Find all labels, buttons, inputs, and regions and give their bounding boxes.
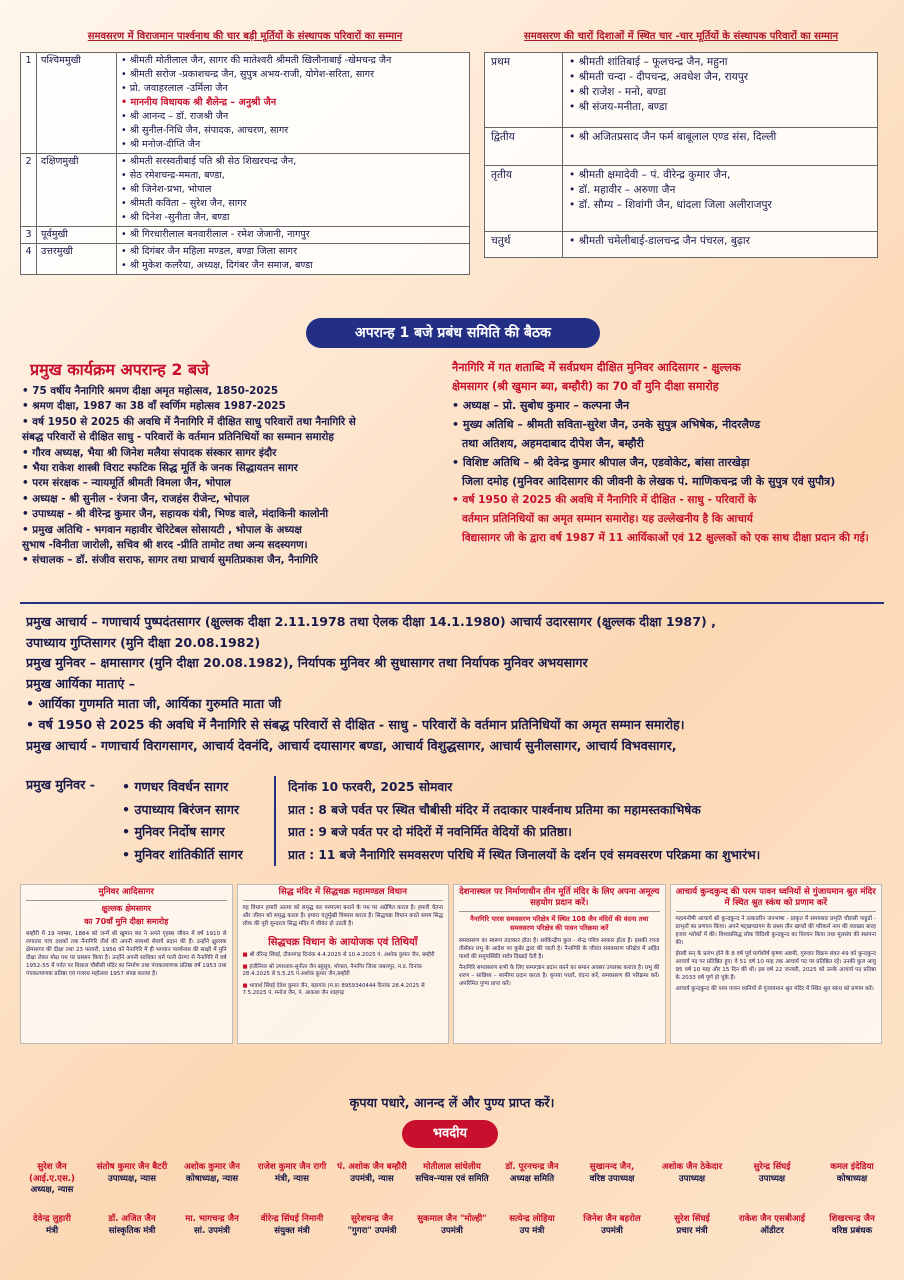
list-item: सुभाष -विनीता जारोली, सचिव श्री शरद -प्रीति तामोट तथा अन्य सदस्यगण। xyxy=(22,539,308,552)
box-text: बम्हौरी में 19 नवम्बर, 1884 को जन्में श्री खुमान ब्या ने अपने गृहस्थ जीवन में वर्ष 1910 से लगातार पांच दशकों तक नैनागिरि तीर्थ की अपनी सामर्थ्य सेवायें प्रदान की हैं। उन्होंने क्षुल्लक क्षेमसागर की दीक्षा तथा 23 फरवरी, 1956 को नैनागिरि में ही भगवान पार्श्वनाथ की साक्षी में मुनि दीक्षा लेकर मोक्ष पथ पर प्रस्थान किया है। उन्होंने अपनी साधिका धर्म पत्नी प्रेरणा से नैनागिरि में वर्ष 1952-55 में पर्वत पर विशाल चौबीसी मंदिर का निर्माण तथा पंचकल्याणक प्रतिष्ठा वर्ष 1953 तथा पंचकल्याणक प्रतिष्ठा एवं गजरथ महोत्सव 1957 संपन्न कराया है। xyxy=(26,931,227,977)
signatory-name: जिनेश जैन बहरोल xyxy=(583,1214,641,1224)
list-item: • श्री दिगंबर जैन महिला मण्डल, बण्डा जिला सागर xyxy=(121,245,465,259)
signatory-role: ऑडीटर xyxy=(760,1225,784,1236)
signatory xyxy=(14,1162,90,1197)
signatory-role: मंत्री xyxy=(45,1225,59,1236)
adisagar-program xyxy=(452,358,892,548)
direction-cell: पश्चिममुखी xyxy=(37,53,117,154)
signatory xyxy=(174,1162,250,1197)
box-subtitle: क्षुल्लक क्षेमसागर xyxy=(101,904,151,913)
signatory-role: उपाध्यक्ष, न्यास xyxy=(107,1173,156,1184)
list-item: ■ श्री वीरेन्द्र सिंघई, टीकमगढ़ दिनांक 4.4.2025 से 10.4.2025 पं. अशोक कुमार जैन, बम्हौरी xyxy=(243,952,444,960)
signatory-role: वरिष्ठ उपाध्यक्ष xyxy=(589,1173,635,1184)
signatory xyxy=(334,1162,410,1197)
direction-cell: तृतीय xyxy=(485,166,563,232)
signatory-role: उपाध्यक्ष xyxy=(678,1173,706,1184)
section-divider xyxy=(20,602,884,604)
signatory-role: उपाध्यक्ष xyxy=(758,1173,786,1184)
signatory-name: सुकमाल जैन "मोल्ही" xyxy=(417,1214,487,1224)
list-item: • श्रीमती चन्दा - दीपचन्द्र, अवधेश जैन, रायपुर xyxy=(569,70,871,85)
direction-cell: चतुर्थ xyxy=(485,232,563,258)
signatory-role: कोषाध्यक्ष, न्यास xyxy=(185,1173,239,1184)
names-cell xyxy=(117,53,470,154)
welcome-text: कृपया पधारे, आनन्द लें और पुण्य प्राप्त करें। xyxy=(349,1095,555,1110)
signatory-role: संयुक्त मंत्री xyxy=(274,1225,310,1236)
signatories-row-1 xyxy=(14,1162,890,1197)
list-item: ■ इंजीनियर श्री उपाध्याय-सुनीता जैन बहुसूत्र, भोपाल, नैनागिर जिला जबलपुर, म.प्र. दिनांक 28.4.2025 से 5.5.25 पं.अशोक कुमार जैन,बम्हौरी xyxy=(243,964,444,979)
signatory xyxy=(174,1214,250,1237)
box-subtitle: नैनागिरि पारस समवसरण परिक्षेत्र में स्थित 108 जैन मंदिरों की वंदना तथा समवसरण परिक्षेत्र की पावन परिक्रमा करें xyxy=(470,915,649,932)
list-item: • श्री जिनेश-प्रभा, भोपाल xyxy=(121,183,465,197)
signatory-role: उप मंत्री xyxy=(519,1225,545,1236)
signatory-name: राकेश जैन एसबीआई xyxy=(738,1214,805,1224)
list-item: • डॉ. महावीर – अरुणा जैन xyxy=(569,183,871,198)
box-text: ईसवी सन् के प्रारंभ होने के 8 वर्ष पूर्व मार्गशीर्ष कृष्णा अष्टमी, गुरुवार विक्रम संवत 49 को कुन्दकुन्द आचार्य पद पर प्रतिष्ठित हुए। वे 51 वर्ष 10 माह तक आचार्य पद पर प्रतिष्ठित रहे। उनकी कुल आयु 95 वर्ष 10 माह और 15 दिन की थी। इस वर्ष 22 जनवरी, 2025 को उनके आचार्य पद प्रतिष्ठा के 2033 वर्ष पूर्ण हो चुके हैं। xyxy=(675,951,876,981)
list-item: • श्रीमती शांतिबाई – फूलचन्द्र जैन, महुना xyxy=(569,55,871,70)
signatory-role: कोषाध्यक्ष xyxy=(836,1173,868,1184)
signatory xyxy=(254,1214,330,1237)
list-item: • श्री दिनेश -सुनीता जैन, बण्डा xyxy=(121,211,465,225)
box-title: आचार्य कुन्दकुन्द की परम पावन ध्वनियों से गुंजायमान श्रुत मंदिर में स्थित श्रुत स्कंध को प्रणाम करें xyxy=(676,887,877,912)
names-cell xyxy=(563,128,878,166)
signatory-name: मा. भागचन्द्र जैन xyxy=(185,1214,239,1224)
munivar-line: प्रमुख मुनिवर – क्षमासागर (मुनि दीक्षा 20.08.1982), निर्यापक मुनिवर श्री सुधासागर तथा निर्यापक मुनिवर अभयसागर xyxy=(26,655,588,671)
names-cell xyxy=(117,227,470,244)
names-cell xyxy=(563,166,878,232)
names-cell xyxy=(117,244,470,275)
special-guest-line-2: जिला दमोह (मुनिवर आदिसागर की जीवनी के लेखक पं. माणिकचन्द्र जी के सुपुत्र एवं सुपौत्र) xyxy=(462,475,836,488)
acharya-section xyxy=(26,612,886,756)
list-item: • श्रीमती कविता – सुरेश जैन, सागर xyxy=(121,197,465,211)
signatory xyxy=(334,1214,410,1237)
list-item: • श्रीमती क्षमादेवी – पं. वीरेन्द्र कुमार जैन, xyxy=(569,168,871,183)
signatory xyxy=(814,1214,890,1237)
box-title: देशनास्थल पर निर्माणाधीन तीन मूर्ति मंदिर के लिए अपना अमूल्य सहयोग प्रदान करें। xyxy=(459,887,660,912)
table-row xyxy=(485,53,878,128)
chief-guest-line-2: तथा अतिशय, अहमदाबाद दीपेश जैन, बम्हौरी xyxy=(462,437,644,450)
vertical-divider xyxy=(274,776,276,866)
list-item: • प्रो. जवाहरलाल -उर्मिला जैन xyxy=(121,82,465,96)
adisagar-box xyxy=(20,884,233,1044)
signatory-name: संतोष कुमार जैन बैटरी xyxy=(96,1162,168,1172)
direction-cell: दक्षिणमुखी xyxy=(37,154,117,227)
signatory-name: राजेश कुमार जैन रागी xyxy=(257,1162,327,1172)
signatory xyxy=(94,1214,170,1237)
adisagar-heading-2: क्षेमसागर (श्री खुमान ब्या, बम्हौरी) का 70 वाँ मुनि दीक्षा समारोह xyxy=(452,380,719,393)
murti-families-left xyxy=(20,30,470,275)
main-program xyxy=(22,358,452,569)
signatory xyxy=(574,1162,650,1197)
list-item: • परम संरक्षक – न्यायमूर्ति श्रीमती विमला जैन, भोपाल xyxy=(22,476,452,491)
pramukh-acharya-line: प्रमुख आचार्य - गणाचार्य विरागसागर, आचार्य देवनंदि, आचार्य दयासागर बण्डा, आचार्य विशुद्धसागर, आचार्य सुनीलसागर, आचार्य विभवसागर, xyxy=(26,737,677,753)
munivar-label: प्रमुख मुनिवर - xyxy=(26,777,95,792)
row-number: 2 xyxy=(21,154,37,227)
list-item: • 75 वर्षीय नैनागिरि श्रमण दीक्षा अमृत महोत्सव, 1850-2025 xyxy=(22,384,452,399)
list-item: • भैया राकेश शास्त्री विराट स्फटिक सिद्ध मूर्ति के जनक सिद्धायतन सागर xyxy=(22,461,452,476)
aryika-line: • आर्यिका गुणमति माता जी, आर्यिका गुरुमति माता जी xyxy=(26,694,886,715)
table-row xyxy=(21,244,470,275)
list-item: संबद्ध परिवारों से दीक्षित साधु - परिवारों के वर्तमान प्रतिनिधियों का सम्मान समारोह xyxy=(22,431,334,444)
signatory xyxy=(14,1214,90,1237)
president-line: • अध्यक्ष – प्रो. सुबोध कुमार – कल्पना जैन xyxy=(452,396,892,415)
list-item: • गौरव अध्यक्ष, भैया श्री जिनेश मलैया संपादक संस्कार सागर इंदौर xyxy=(22,446,452,461)
list-item: • वर्ष 1950 से 2025 की अवधि में नैनागिरि में दीक्षित साधु परिवारों तथा नैनागिरि से xyxy=(22,415,452,430)
signatory xyxy=(494,1162,570,1197)
list-item: • गणधर विवर्धन सागर xyxy=(122,776,243,799)
sadhu-samman-line-3: विद्यासागर जी के द्वारा वर्ष 1987 में 11 आर्यिकाओं एवं 12 क्षुल्लकों को एक साथ दीक्षा प्रदान की गई। xyxy=(462,532,869,544)
signatory xyxy=(414,1162,490,1197)
box-title: मुनिवर आदिसागर xyxy=(26,887,227,901)
signatory-name: मोतीलाल सांधेलीय xyxy=(423,1162,481,1172)
signatory-role: सां. उपमंत्री xyxy=(194,1225,230,1236)
schedule-item: प्रात : 8 बजे पर्वत पर स्थित चौबीसी मंदिर में तदाकार पार्श्वनाथ प्रतिमा का महामस्तकाभिषेक xyxy=(288,802,701,817)
box-text: नैनागिरि समवसरण सभी के लिए सम्यग्ज्ञान प्रदान करने का समान अवसर उपलब्ध कराता है। प्रभु की शरण – सान्निध्य – सामीप्य प्रदान करता है। कृपया पधारें, वंदना करें, समवसरण की परिक्रमा करें। अपरिमित पुण्य प्राप्त करें। xyxy=(459,965,660,987)
signatory-role: उपमंत्री xyxy=(601,1225,623,1236)
committee-meeting-banner: अपरान्ह 1 बजे प्रबंध समिति की बैठक xyxy=(306,318,600,348)
sadhu-samman-line-2: वर्तमान प्रतिनिधियों का अमृत सम्मान समारोह। यह उल्लेखनीय है कि आचार्य xyxy=(462,513,753,525)
signatory xyxy=(494,1214,570,1237)
signatory-name: पं. अशोक जैन बम्हौरी xyxy=(337,1162,407,1172)
list-item: • मुनिवर निर्दोष सागर xyxy=(122,821,243,844)
schedule-date: दिनांक 10 फरवरी, 2025 सोमवार xyxy=(288,780,453,794)
list-item: • माननीय विधायक श्री शैलेन्द्र – अनुश्री जैन xyxy=(121,96,465,110)
program-title: प्रमुख कार्यक्रम अपरान्ह 2 बजे xyxy=(30,360,210,379)
signatory-role: सचिव-न्यास एवं समिति xyxy=(415,1173,489,1184)
signatory-role: मंत्री, न्यास xyxy=(275,1173,309,1184)
table-row xyxy=(485,128,878,166)
row-number: 1 xyxy=(21,53,37,154)
table-row xyxy=(21,154,470,227)
bhavdiy-badge: भवदीय xyxy=(402,1120,498,1148)
box-title: सिद्ध मंदिर में सिद्धचक्र महामण्डल विधान xyxy=(243,887,444,901)
signatories-row-2 xyxy=(14,1214,890,1237)
list-item: • संचालक – डॉ. संजीव सराफ, सागर तथा प्राचार्य सुमतिप्रकाश जैन, नैनागिरि xyxy=(22,553,452,568)
signatory-name: सुरेशचन्द्र जैन xyxy=(351,1214,393,1224)
upadhyay-line: उपाध्याय गुप्तिसागर (मुनि दीक्षा 20.08.1982) xyxy=(26,634,261,650)
signatory-name: सत्येन्द्र लोहिया xyxy=(509,1214,555,1224)
box-text: यह विधान हमारी आत्मा को समृद्ध कर परमात्मा बनाने के पथ पर अग्रेषित करता है। हमारी चेतना और जीवन को समृद्ध करता है। हमारा चतुर्मुखी विकास करता है। सिद्धचक्र विधान करते समय सिद्ध लोक की पूरी सुन्दरता सिद्ध मंदिर में जीवंत हो उठती है। xyxy=(242,905,443,927)
signatory xyxy=(574,1214,650,1237)
signatory xyxy=(814,1162,890,1197)
list-item: • उपाध्यक्ष - श्री वीरेन्द्र कुमार जैन, सहायक यंत्री, भिण्ड वाले, मंदाकिनी कालोनी xyxy=(22,507,452,522)
list-item: • श्री संजय-मनीता, बण्डा xyxy=(569,100,871,115)
sadhu-samman-line: • वर्ष 1950 से 2025 की अवधि में नैनागिरि में दीक्षित - साधु - परिवारों के xyxy=(452,491,892,510)
table-row xyxy=(485,166,878,232)
kundkund-box xyxy=(670,884,883,1044)
names-cell xyxy=(117,154,470,227)
left-table-heading: समवसरण में विराजमान पार्श्वनाथ की चार बड़ी मूर्तियों के संस्थापक परिवारों का सम्मान xyxy=(87,31,403,42)
signatory-name: सुरेश जैन (आई.ए.एस.) xyxy=(29,1162,75,1184)
box-text: समवसरण का स्वरूप तदाकार होता है। सर्वकेन्द्रीय कुल - शेन्द्र पवित्र साकार होता है। इसकी रचना तीर्थंकर प्रभु के आदेश पर कुबेर द्वारा की जाती है। नैनागिरि के जीवंत समवसरण परिक्षेत्र में अहिंत पार्श्व की समुपस्थिति सर्वत्र दिखाई देती है। xyxy=(459,938,660,960)
list-item: ■ भावार्थ सिंघई देवेश कुमार जैन, बड़ागांव (म.प्र) 8959340444 दिनांक 28.4.2025 से 7.5.2025 पं. मनोज जैन, पं. आकाश जैन शाहगढ़ xyxy=(243,983,444,998)
list-item: • श्री गिरधारीलाल बनवारीलाल - रमेश जेजानी, नागपुर xyxy=(121,228,465,242)
signatory xyxy=(734,1214,810,1237)
list-item: • श्रीमती सरोज -प्रकाशचन्द्र जैन, सुपुत्र अभय-राजी, योगेश-सरिता, सागर xyxy=(121,68,465,82)
list-item: • श्रीमती चमेलीबाई-डालचन्द्र जैन पंचरल, बुढ़ार xyxy=(569,234,871,249)
special-guest-line: • विशिष्ट अतिथि – श्री देवेन्द्र कुमार श्रीपाल जैन, एडवोकेट, बांसा तारखेड़ा xyxy=(452,453,892,472)
signatory-name: सुरेन्द्र सिंघई xyxy=(753,1162,791,1172)
list-item: • श्रीमती मोतीलाल जैन, सागर की मातेश्वरी श्रीमती खिलौनाबाई -खेमचन्द्र जैन xyxy=(121,54,465,68)
signatory-role: उपमंत्री, न्यास xyxy=(350,1173,394,1184)
list-item: • उपाध्याय बिरंजन सागर xyxy=(122,799,243,822)
signatory-role: उपमंत्री xyxy=(441,1225,463,1236)
names-cell xyxy=(563,53,878,128)
signatory xyxy=(414,1214,490,1237)
table-row xyxy=(21,53,470,154)
signatory xyxy=(654,1214,730,1237)
signatory-name: डॉ. अजित जैन xyxy=(108,1214,156,1224)
list-item: • अध्यक्ष - श्री सुनील - रंजना जैन, राजहंस रीजेन्ट, भोपाल xyxy=(22,492,452,507)
aryika-heading: प्रमुख आर्यिका माताएं – xyxy=(26,675,136,691)
signatory xyxy=(654,1162,730,1197)
names-cell xyxy=(563,232,878,258)
box-text: आचार्य कुन्दकुन्द की परम पावन ध्वनियों से गुंजायमान श्रुत मंदिर में स्थित श्रुत स्कंध को प्रणाम करें। xyxy=(675,986,874,992)
box-text: महामनीषी आचार्य श्री कुन्दकुन्द ने तत्कालीन जनभाषा - प्राकृत में समयसार प्रभृति चौरासी पाहुडों - प्राभृतों का प्रणयन किया। अपने षट्खण्डागम के प्रथम तीन खण्डों की परिकर्म नाम की व्याख्या बारह हजार श्लोकों में की। विश्वप्रसिद्ध लोक विदिशी कुन्दकुन्द का विरचन किया तथा मूलसंघ की स्थापना की। xyxy=(675,916,876,946)
signatory-role: सांस्कृतिक मंत्री xyxy=(108,1225,156,1236)
list-item: • श्रीमती सरस्वतीबाई पति श्री सेठ शिखरचन्द्र जैन, xyxy=(121,155,465,169)
list-item: • श्री सुनील-निधि जैन, संपादक, आचरण, सागर xyxy=(121,124,465,138)
schedule xyxy=(288,776,888,866)
right-families-table xyxy=(484,52,878,258)
direction-cell: द्वितीय xyxy=(485,128,563,166)
list-item: • श्री मुकेश कलरैया, अध्यक्ष, दिगंबर जैन समाज, बण्डा xyxy=(121,259,465,273)
list-item: • प्रमुख अतिथि - भगवान महावीर चेरिटेबल सोसायटी , भोपाल के अध्यक्ष xyxy=(22,523,452,538)
acharya-line: प्रमुख आचार्य – गणाचार्य पुष्पदंतसागर (क्षुल्लक दीक्षा 2.11.1978 तथा ऐलक दीक्षा 14.1.1980) आचार्य उदारसागर (क्षुल्लक दीक्षा 1987) , xyxy=(26,614,716,629)
signatory-role: अध्यक्ष, न्यास xyxy=(30,1185,74,1195)
signatory-role: वरिष्ठ प्रबंधक xyxy=(831,1225,873,1236)
direction-cell: प्रथम xyxy=(485,53,563,128)
list-item: • श्री अजितप्रसाद जैन फर्म बाबूलाल एण्ड संस, दिल्ली xyxy=(569,130,871,145)
direction-cell: उत्तरमुखी xyxy=(37,244,117,275)
direction-cell: पूर्वमुखी xyxy=(37,227,117,244)
list-item: • श्री राजेश - मनो, बण्डा xyxy=(569,85,871,100)
table-row xyxy=(21,227,470,244)
left-families-table xyxy=(20,52,470,275)
signatory-name: कमल इंदेडिया xyxy=(830,1162,874,1172)
signatory xyxy=(94,1162,170,1197)
signatory xyxy=(734,1162,810,1197)
signatory-name: अशोक जैन ठेकेदार xyxy=(661,1162,723,1172)
row-number: 4 xyxy=(21,244,37,275)
schedule-item: प्रात : 9 बजे पर्वत पर दो मंदिरों में नवनिर्मित वेदियों की प्रतिष्ठा। xyxy=(288,825,572,839)
schedule-item: प्रात : 11 बजे नैनागिरि समवसरण परिधि में स्थित जिनालयों के दर्शन एवं समवसरण परिक्रमा का शुभारंभ। xyxy=(288,847,761,862)
list-item: • मुनिवर शांतिकीर्ति सागर xyxy=(122,844,243,867)
signatory-name: अशोक कुमार जैन xyxy=(184,1162,240,1172)
program-list xyxy=(22,384,452,569)
signatory-name: वीरेन्द्र सिंघई निमानी xyxy=(260,1214,324,1224)
adisagar-heading-1: नैनागिरि में गत शताब्दि में सर्वप्रथम दीक्षित मुनिवर आदिसागर - क्षुल्लक xyxy=(452,361,741,374)
signatory-name: देवेन्द्र लुहारी xyxy=(33,1214,71,1224)
list-item: • श्री आनन्द – डॉ. राजश्री जैन xyxy=(121,110,465,124)
signatory-role: प्रचार मंत्री xyxy=(676,1225,708,1236)
teen-murti-box xyxy=(453,884,666,1044)
info-boxes xyxy=(20,884,882,1044)
signatory-role: अध्यक्ष समिति xyxy=(509,1173,555,1184)
siddhachakra-box xyxy=(237,884,450,1044)
row-number: 3 xyxy=(21,227,37,244)
murti-families-right xyxy=(484,30,878,258)
list-item: • श्रमण दीक्षा, 1987 का 38 वाँ स्वर्णिम महोत्सव 1987-2025 xyxy=(22,399,452,414)
list-item: • सेठ रमेशचन्द्र-ममता, बण्डा, xyxy=(121,169,465,183)
box-subtitle: सिद्धचक्र विधान के आयोजक एवं तिथियाँ xyxy=(268,937,418,948)
chief-guest-line: • मुख्य अतिथि – श्रीमती सविता-सुरेश जैन, उनके सुपुत्र अभिषेक, नीदरलैण्ड xyxy=(452,415,892,434)
list-item: • डॉ. सौम्य – शिवांगी जैन, धांदला जिला अलीराजपुर xyxy=(569,198,871,213)
right-table-heading: समवसरण की चारों दिशाओं में स्थित चार -चार मूर्तियों के संस्थापक परिवारों का सम्मान xyxy=(523,31,839,42)
table-row xyxy=(485,232,878,258)
box-subtitle: का 70वाँ मुनि दीक्षा समारोह xyxy=(84,917,169,926)
signatory-role: "गुगरा" उपमंत्री xyxy=(347,1225,397,1236)
signatory-name: डॉ. पूरनचन्द्र जैन xyxy=(505,1162,559,1172)
samman-line: • वर्ष 1950 से 2025 की अवधि में नैनागिरि से संबद्ध परिवारों से दीक्षित - साधु - परिवारों के वर्तमान प्रतिनिधियों का अमृत सम्मान समारोह। xyxy=(26,715,886,736)
signatory-name: सुरेश सिंघई xyxy=(674,1214,710,1224)
signatory-name: शिखरचन्द्र जैन xyxy=(829,1214,875,1224)
list-item: • श्री मनोज-दीप्ति जैन xyxy=(121,138,465,152)
signatory xyxy=(254,1162,330,1197)
signatory-name: सुखानन्द जैन, xyxy=(589,1162,635,1172)
